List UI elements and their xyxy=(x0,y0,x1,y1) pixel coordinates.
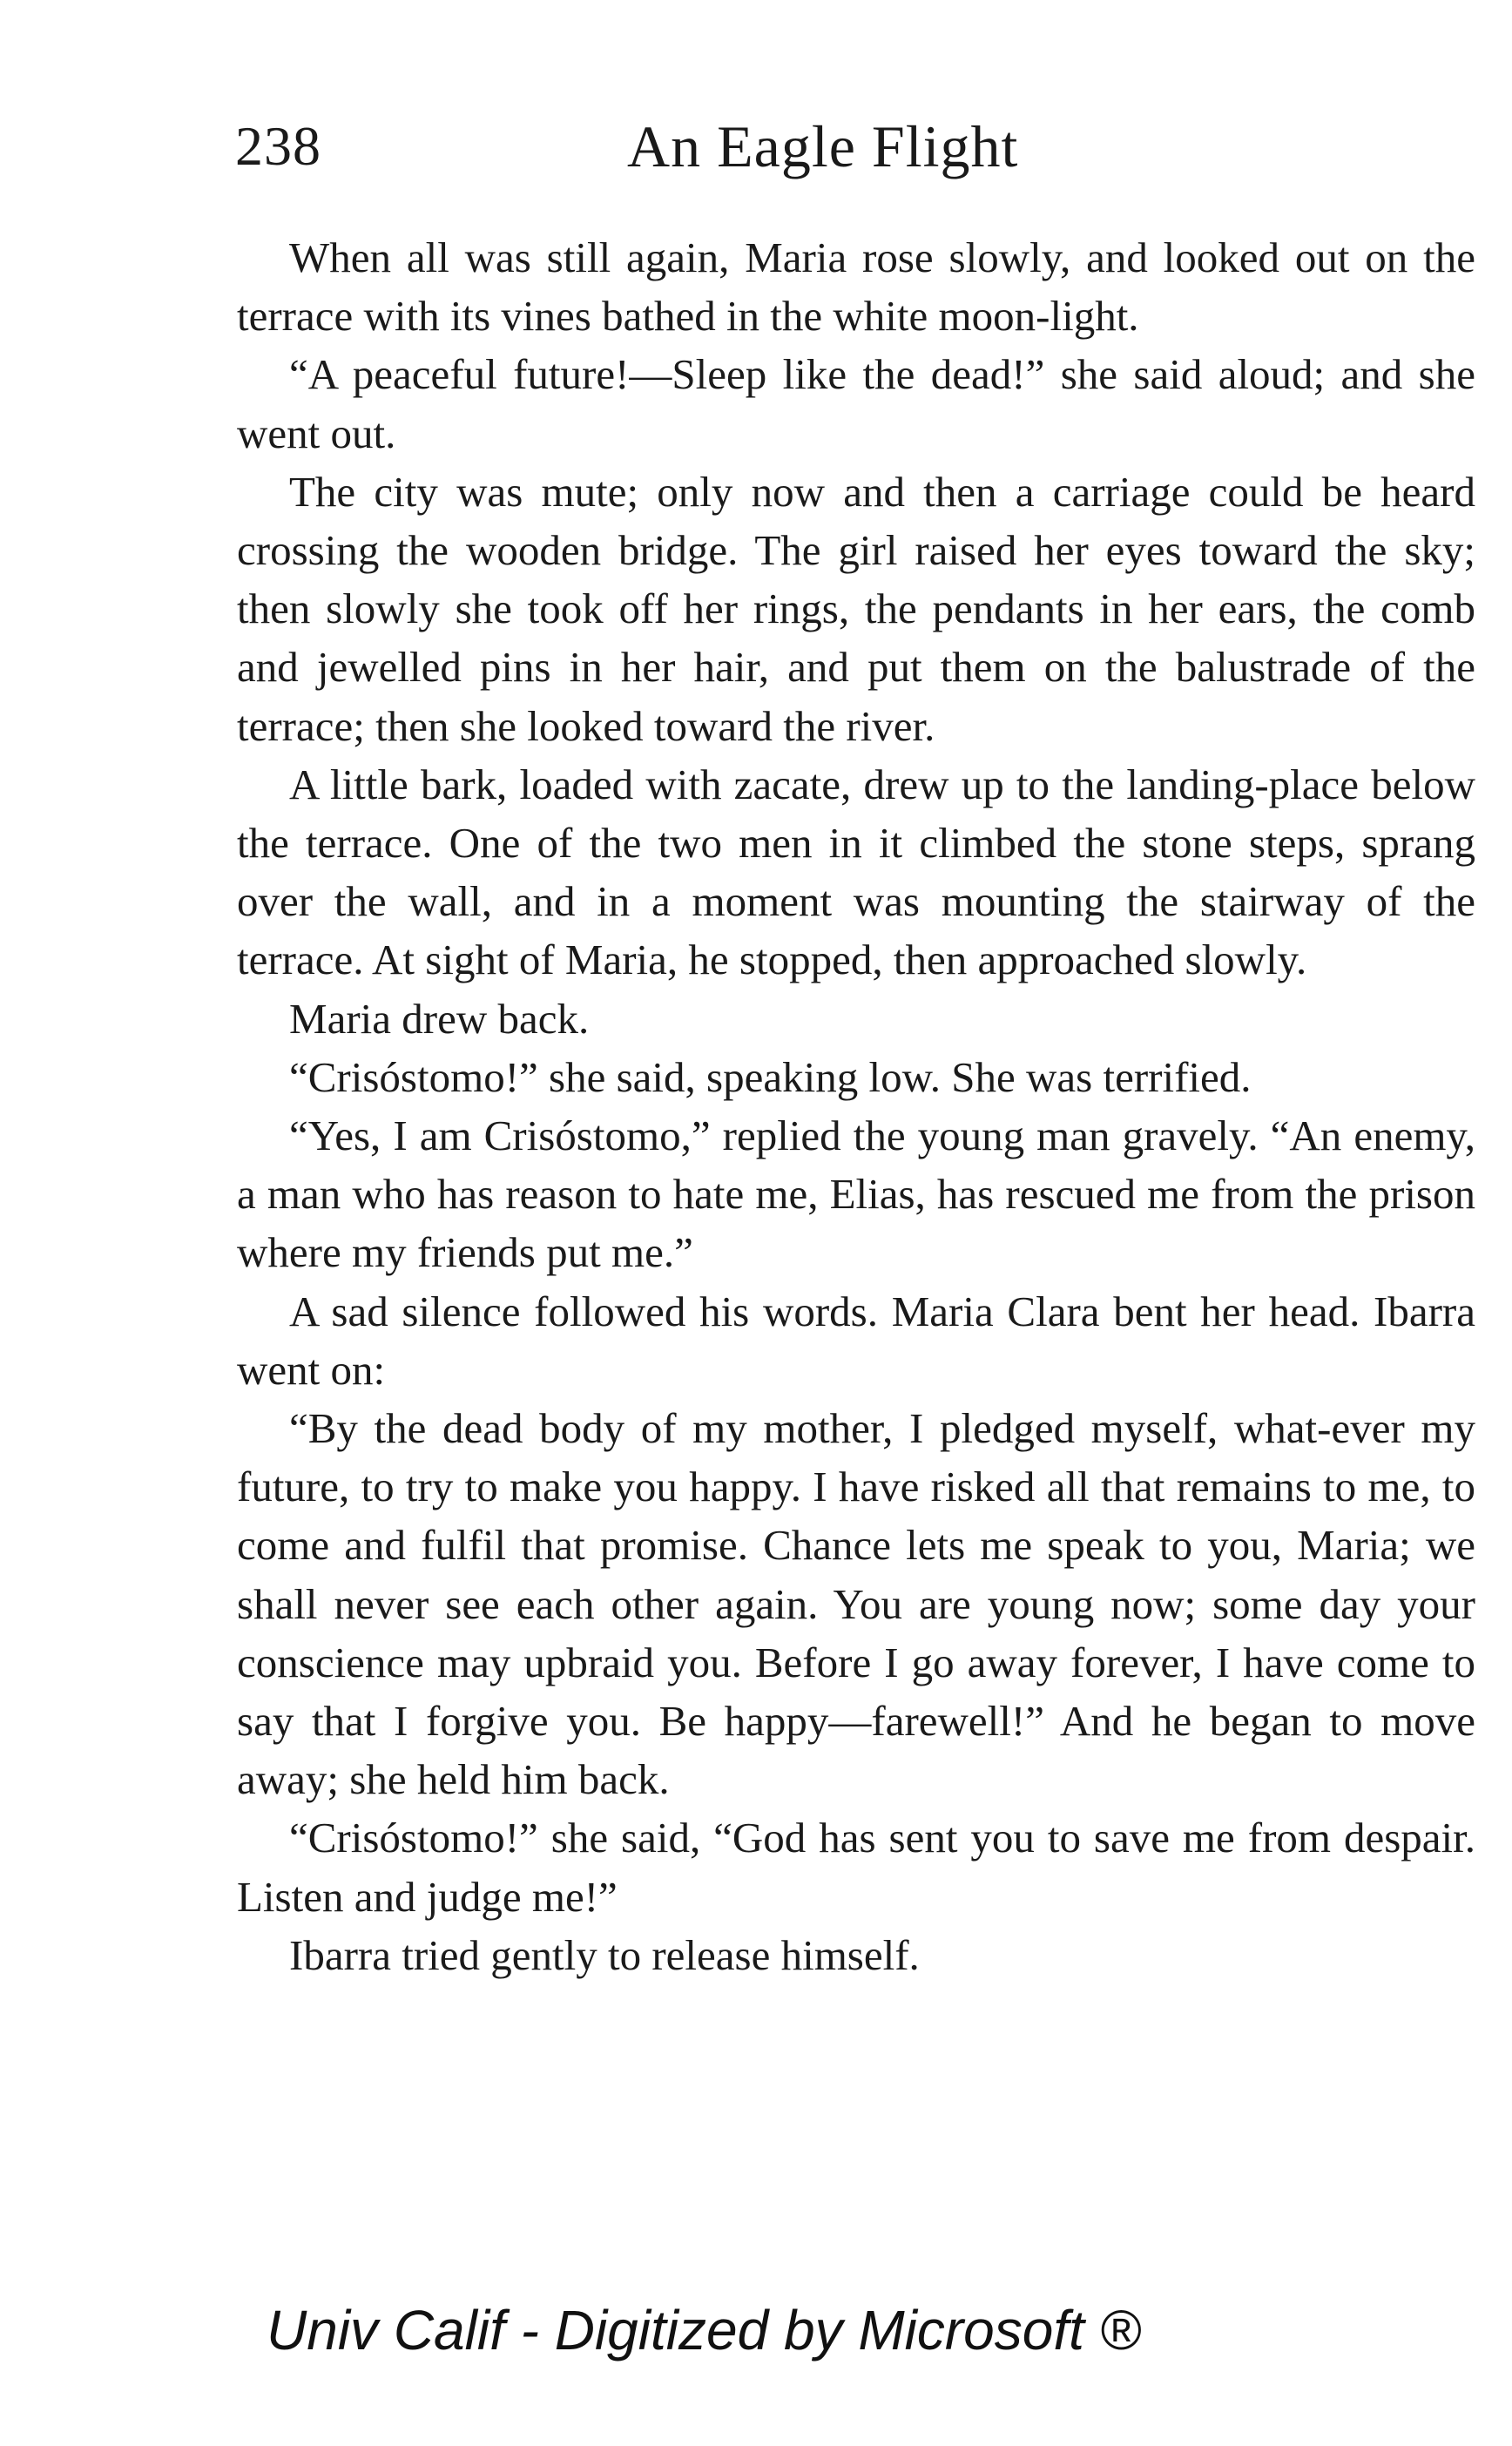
paragraph: “A peaceful future!—Sleep like the dead!” she said aloud; and she went out. xyxy=(237,350,1475,457)
digitization-watermark: Univ Calif - Digitized by Microsoft ® xyxy=(267,2299,1141,2362)
page-number: 238 xyxy=(235,115,321,177)
paragraph: A little bark, loaded with zacate, drew up to the landing-place below the terrace. One of the two men in it climbed the stone steps, sprang over the wall, and in a moment was mounting the stairway of the terrace. At sight of Maria, he stopped, then approached slowly. xyxy=(237,760,1475,984)
paragraph: “By the dead body of my mother, I pledged myself, what-ever my future, to try to make you happy. I have risked all that remains to me, to come and fulfil that promise. Chance lets me speak to you, Maria; we shall never see each other again. You are young now; some day your conscience may upbraid you. Before I go away forever, I have come to say that I forgive you. Be happy—farewell!” And he began to move away; she held him back. xyxy=(237,1404,1475,1804)
paragraph: When all was still again, Maria rose slowly, and looked out on the terrace with its vines bathed in the white moon-light. xyxy=(237,233,1475,341)
paragraph: Maria drew back. xyxy=(289,994,590,1043)
paragraph: A sad silence followed his words. Maria Clara bent her head. Ibarra went on: xyxy=(237,1287,1475,1394)
paragraph: The city was mute; only now and then a carriage could be heard crossing the wooden bridge. The girl raised her eyes toward the sky; then slowly she took off her rings, the pendants in her ears, the comb and jewelled pins in her hair, and put them on the balustrade of the terrace; then she looked toward the river. xyxy=(237,467,1475,750)
paragraph: “Crisóstomo!” she said, “God has sent you to save me from despair. Listen and judge me!” xyxy=(237,1814,1475,1921)
running-title: An Eagle Flight xyxy=(627,113,1019,179)
paragraph: “Yes, I am Crisóstomo,” replied the young man gravely. “An enemy, a man who has reason to hate me, Elias, has rescued me from the prison where my friends put me.” xyxy=(237,1112,1475,1277)
page-header xyxy=(235,111,1475,181)
paragraph: Ibarra tried gently to release himself. xyxy=(289,1930,920,1979)
body-text xyxy=(237,228,1475,1984)
paragraph: “Crisóstomo!” she said, speaking low. She was terrified. xyxy=(289,1052,1252,1101)
